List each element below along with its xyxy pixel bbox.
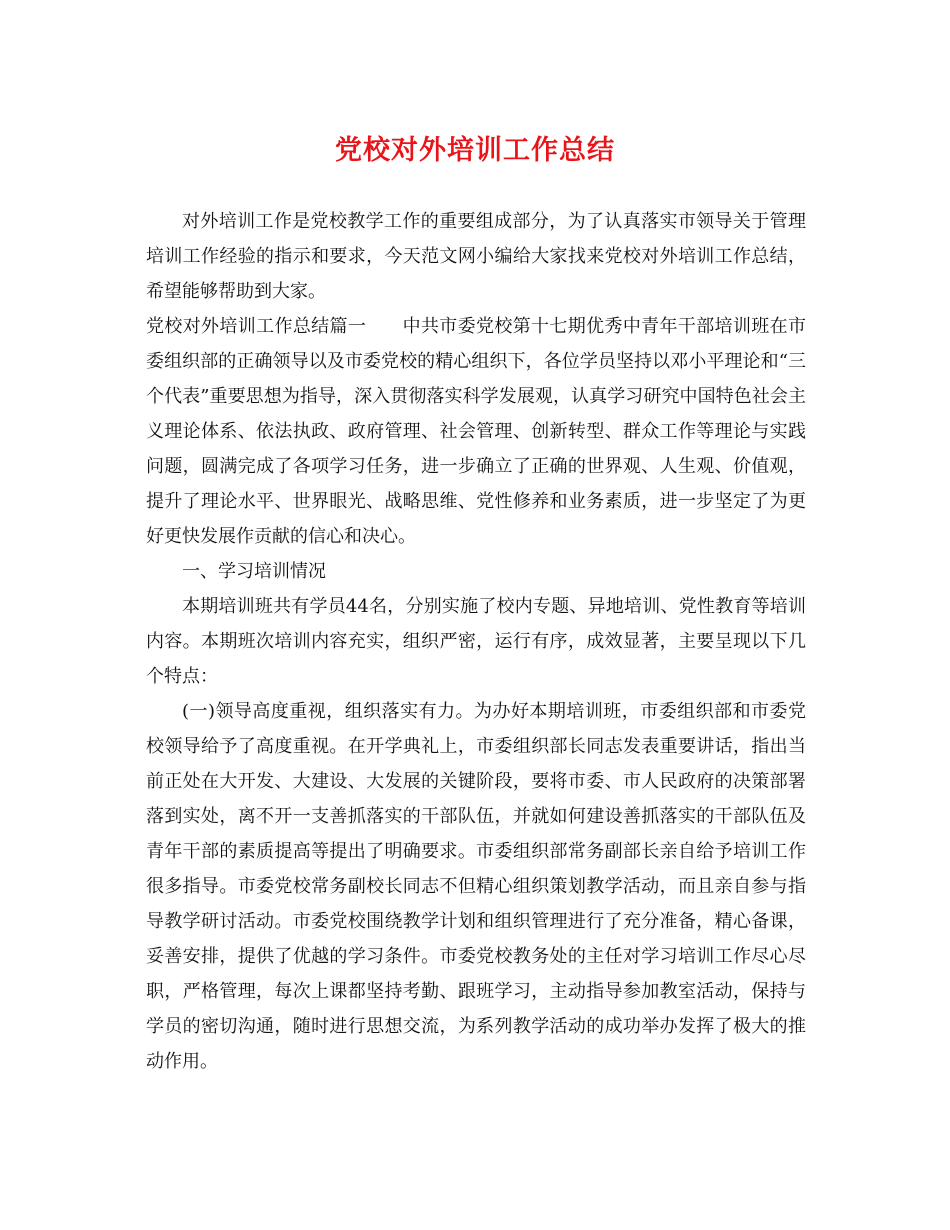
section-paragraph <box>146 309 806 554</box>
intro-paragraph: 对外培训工作是党校教学工作的重要组成部分，为了认真落实市领导关于管理培训工作经验的指示和要求，今天范文网小编给大家找来党校对外培训工作总结，希望能够帮助到大家。 <box>146 211 806 302</box>
section-heading: 党校对外培训工作总结篇一 <box>146 316 367 337</box>
section-lead: 中共市委党校第十七期优秀中青年干部培训班在市委组织部的正确领导以及市委党校的精心组织下，各位学员坚持以邓小平理论和“三个代表”重要思想为指导，深入贯彻落实科学发展观，认真学习研究中国特色社会主义理论体系、依法执政、政府管理、社会管理、创新转型、群众工作等理论与实践问题，圆满完成了各项学习任务，进一步确立了正确的世界观、人生观、价值观，提升了理论水平、世界眼光、战略思维、党性修养和业务素质，进一步坚定了为更好更快发展作贡献的信心和决心。 <box>146 316 806 547</box>
document-body <box>146 204 806 1079</box>
document-title: 党校对外培训工作总结 <box>335 135 615 166</box>
paragraph-leadership: (一)领导高度重视，组织落实有力。为办好本期培训班，市委组织部和市委党校领导给予了高度重视。在开学典礼上，市委组织部长同志发表重要讲话，指出当前正处在大开发、大建设、大发展的关键阶段，要将市委、市人民政府的决策部署落到实处，离不开一支善抓落实的干部队伍，并就如何建设善抓落实的干部队伍及青年干部的素质提高等提出了明确要求。市委组织部常务副部长亲自给予培训工作很多指导。市委党校常务副校长同志不但精心组织策划教学活动，而且亲自参与指导教学研讨活动。市委党校围绕教学计划和组织管理进行了充分准备，精心备课，妥善安排，提供了优越的学习条件。市委党校教务处的主任对学习培训工作尽心尽职，严格管理，每次上课都坚持考勤、跟班学习，主动指导参加教室活动，保持与学员的密切沟通，随时进行思想交流，为系列教学活动的成功举办发挥了极大的推动作用。 <box>146 701 806 1072</box>
paragraph-overview: 本期培训班共有学员44名，分别实施了校内专题、异地培训、党性教育等培训内容。本期班次培训内容充实，组织严密，运行有序，成效显著，主要呈现以下几个特点： <box>146 596 806 687</box>
subheading-learning-training: 一、学习培训情况 <box>182 561 326 582</box>
